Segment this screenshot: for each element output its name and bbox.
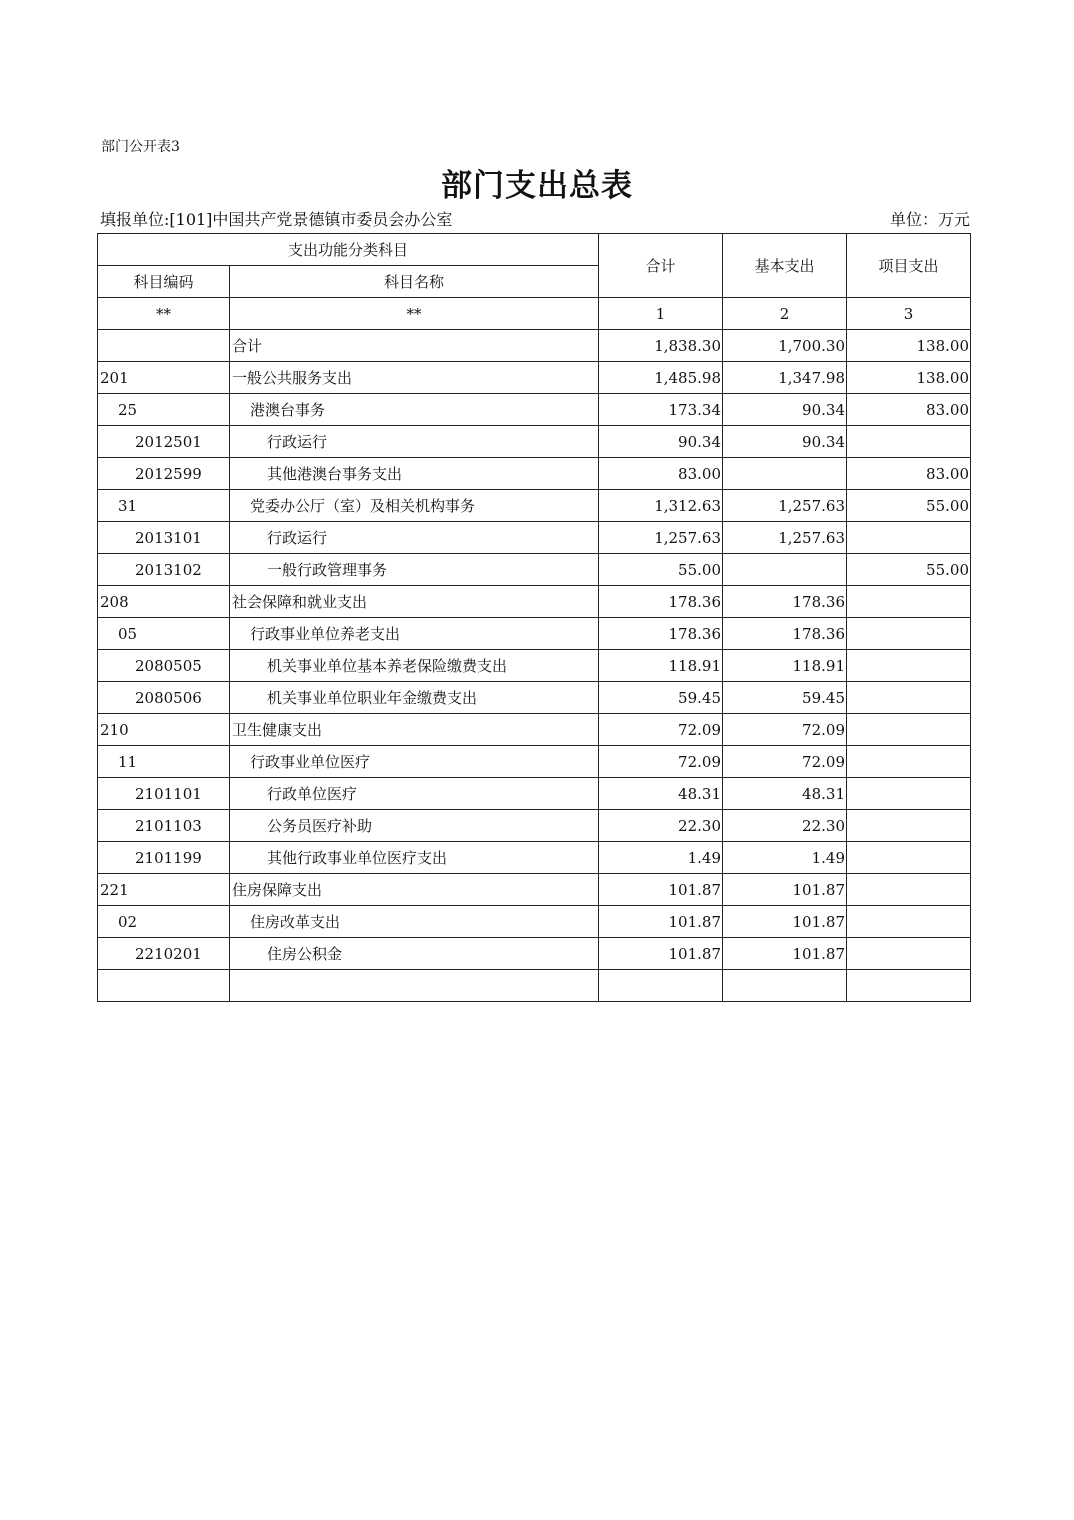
table-row [98,778,971,810]
row-name: 机关事业单位基本养老保险缴费支出 [230,650,599,682]
row-basic: 22.30 [723,810,847,842]
row-total: 83.00 [599,458,723,490]
row-total: 1,485.98 [599,362,723,394]
row-project: 55.00 [847,490,971,522]
row-name: 党委办公厅（室）及相关机构事务 [230,490,599,522]
row-code: 11 [98,746,230,778]
row-project [847,842,971,874]
filler-unit: 填报单位:[101]中国共产党景德镇市委员会办公室 [100,210,453,229]
table-row [98,490,971,522]
row-code: 2013101 [98,522,230,554]
row-basic: 1,347.98 [723,362,847,394]
row-basic: 1,257.63 [723,522,847,554]
row-total: 59.45 [599,682,723,714]
row-code: 221 [98,874,230,906]
row-basic: 1,257.63 [723,490,847,522]
row-basic: 118.91 [723,650,847,682]
row-code: 2101199 [98,842,230,874]
row-project [847,810,971,842]
row-total: 72.09 [599,714,723,746]
table-row [98,522,971,554]
row-basic [723,970,847,1002]
document-tag: 部门公开表3 [101,139,180,155]
row-code: 2080506 [98,682,230,714]
header-project: 项目支出 [847,234,971,298]
row-basic [723,554,847,586]
row-basic: 101.87 [723,874,847,906]
row-name: 机关事业单位职业年金缴费支出 [230,682,599,714]
row-code: 210 [98,714,230,746]
page-title: 部门支出总表 [441,168,633,204]
table-row [98,586,971,618]
row-name: 其他港澳台事务支出 [230,458,599,490]
row-total: 101.87 [599,874,723,906]
row-basic: 90.34 [723,426,847,458]
row-code: 2012501 [98,426,230,458]
row-basic: 1.49 [723,842,847,874]
table-row [98,714,971,746]
table-row [98,746,971,778]
header-index-1: 1 [599,298,723,330]
row-total: 118.91 [599,650,723,682]
row-basic: 72.09 [723,746,847,778]
row-project [847,874,971,906]
header-total: 合计 [599,234,723,298]
row-project [847,778,971,810]
row-total: 101.87 [599,906,723,938]
table-row [98,938,971,970]
row-project [847,746,971,778]
row-name: 住房保障支出 [230,874,599,906]
row-code [98,970,230,1002]
row-name: 住房改革支出 [230,906,599,938]
row-name: 港澳台事务 [230,394,599,426]
row-total: 72.09 [599,746,723,778]
expenditure-table [97,233,971,1002]
row-code [98,330,230,362]
row-project [847,938,971,970]
table-row [98,458,971,490]
header-index-2: 2 [723,298,847,330]
row-basic: 178.36 [723,618,847,650]
row-name: 一般公共服务支出 [230,362,599,394]
row-project [847,714,971,746]
row-code: 31 [98,490,230,522]
row-code: 25 [98,394,230,426]
row-total: 1.49 [599,842,723,874]
row-total: 55.00 [599,554,723,586]
row-total: 1,312.63 [599,490,723,522]
header-group: 支出功能分类科目 [98,234,599,266]
table-row [98,650,971,682]
table-row [98,554,971,586]
row-code: 2101101 [98,778,230,810]
row-name: 住房公积金 [230,938,599,970]
row-name: 社会保障和就业支出 [230,586,599,618]
header-star-name: ** [230,298,599,330]
row-total: 178.36 [599,586,723,618]
row-basic: 1,700.30 [723,330,847,362]
row-total: 1,257.63 [599,522,723,554]
row-project: 138.00 [847,330,971,362]
header-name: 科目名称 [230,266,599,298]
row-basic: 178.36 [723,586,847,618]
row-project [847,522,971,554]
header-basic: 基本支出 [723,234,847,298]
row-basic: 101.87 [723,938,847,970]
row-total: 48.31 [599,778,723,810]
row-project [847,426,971,458]
header-code: 科目编码 [98,266,230,298]
table-row [98,842,971,874]
row-code: 2012599 [98,458,230,490]
row-total: 1,838.30 [599,330,723,362]
row-project: 83.00 [847,458,971,490]
row-basic [723,458,847,490]
row-code: 2080505 [98,650,230,682]
row-total: 90.34 [599,426,723,458]
row-name: 行政运行 [230,426,599,458]
row-code: 2101103 [98,810,230,842]
row-total: 22.30 [599,810,723,842]
row-total: 173.34 [599,394,723,426]
row-name: 一般行政管理事务 [230,554,599,586]
row-code: 05 [98,618,230,650]
table-row [98,362,971,394]
row-code: 2013102 [98,554,230,586]
table-row [98,618,971,650]
table-row [98,970,971,1002]
row-code: 2210201 [98,938,230,970]
money-unit: 单位：万元 [889,210,970,229]
row-project: 55.00 [847,554,971,586]
table-row [98,394,971,426]
row-project [847,618,971,650]
row-code: 208 [98,586,230,618]
row-project [847,650,971,682]
table-row [98,906,971,938]
row-code: 201 [98,362,230,394]
row-project [847,906,971,938]
table-row [98,810,971,842]
header-index-3: 3 [847,298,971,330]
table-row [98,682,971,714]
row-name: 卫生健康支出 [230,714,599,746]
row-basic: 72.09 [723,714,847,746]
row-name: 合计 [230,330,599,362]
row-name: 其他行政事业单位医疗支出 [230,842,599,874]
table-row [98,874,971,906]
table-row [98,330,971,362]
row-basic: 59.45 [723,682,847,714]
row-total: 178.36 [599,618,723,650]
row-name: 行政事业单位养老支出 [230,618,599,650]
row-name: 公务员医疗补助 [230,810,599,842]
row-name: 行政事业单位医疗 [230,746,599,778]
row-basic: 90.34 [723,394,847,426]
row-basic: 101.87 [723,906,847,938]
header-star-code: ** [98,298,230,330]
row-project [847,682,971,714]
row-name: 行政运行 [230,522,599,554]
row-project [847,586,971,618]
row-project [847,970,971,1002]
row-name: 行政单位医疗 [230,778,599,810]
row-basic: 48.31 [723,778,847,810]
row-total [599,970,723,1002]
row-code: 02 [98,906,230,938]
row-name [230,970,599,1002]
header-row-3 [98,298,971,330]
row-project: 138.00 [847,362,971,394]
table-row [98,426,971,458]
header-row-1 [98,234,971,266]
row-project: 83.00 [847,394,971,426]
row-total: 101.87 [599,938,723,970]
